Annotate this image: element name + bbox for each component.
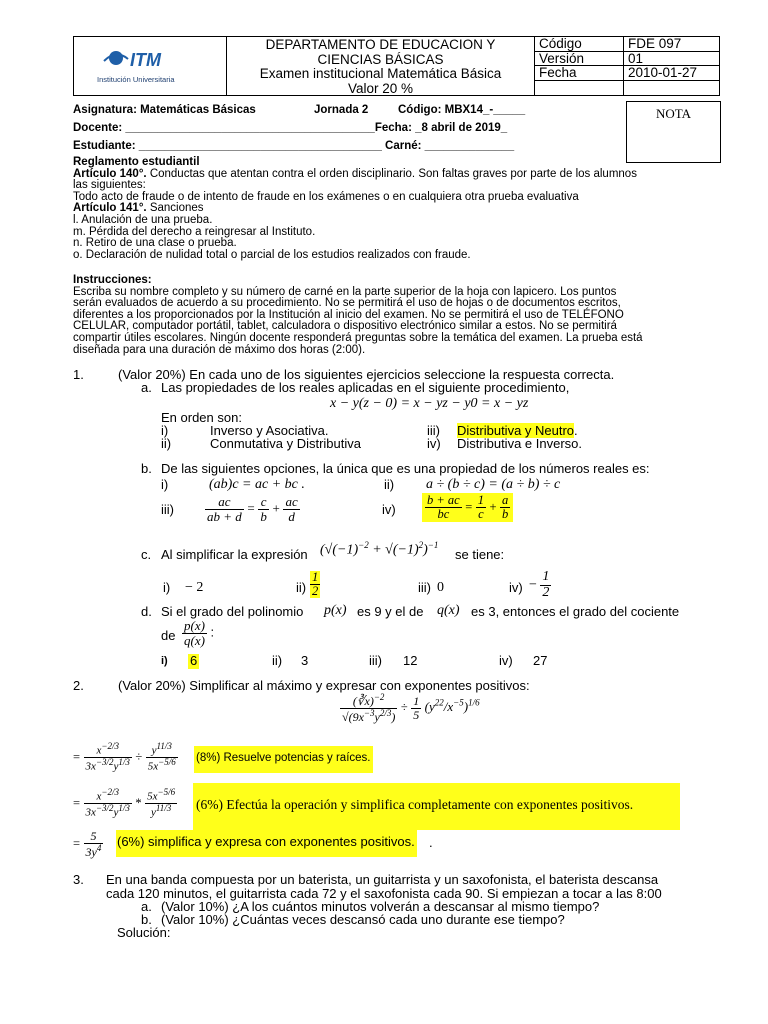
q1a-i: i)	[161, 423, 169, 438]
q1d-ii: ii)	[272, 653, 283, 668]
q1b-iv-expr-highlighted: $\frac{b + ac}{bc}$ = $\frac{1}{c}$ + $\frac{a}{b}$	[422, 493, 513, 522]
q3b-label: b.	[141, 912, 152, 927]
q1d-text3: es 3, entonces el grado del cociente	[471, 604, 680, 619]
logo-cell	[74, 37, 227, 95]
reglamento-line2: las siguientes:	[73, 179, 146, 192]
q1b-iv: iv)	[382, 502, 396, 517]
art140-text: Conductas que atentan contra el orden disciplinario. Son faltas graves por parte de los alumnos	[146, 167, 637, 180]
q1a-text: Las propiedades de los reales aplicadas en el siguiente procedimiento,	[161, 380, 570, 395]
q1d-iv-val: 27	[533, 653, 548, 668]
art141-label: Artículo 141°.	[73, 202, 147, 215]
reglamento-title: Reglamento estudiantil	[73, 156, 200, 168]
sancion-n: n. Retiro de una clase o prueba.	[73, 237, 237, 250]
q1c-expression: $(√(-1)^{-2} + √(-1)^2)^{-1}$	[320, 540, 439, 558]
nota-box: NOTA	[626, 101, 721, 163]
q1a-iii: iii)	[427, 423, 440, 438]
q1c-label: c.	[141, 547, 152, 562]
sancion-m: m. Pérdida del derecho a reingresar al Instituto.	[73, 225, 316, 238]
q1d-qx: q(x)	[437, 603, 460, 618]
q1c-text2: se tiene:	[455, 547, 505, 562]
fecha-label: Fecha	[535, 66, 623, 81]
instr-line: diferentes a los proporcionados por la Institución al inicio del examen. No se permitirá el uso de TELÉFONO	[73, 308, 624, 321]
version-label: Versión	[535, 52, 623, 67]
version-value: 01	[624, 52, 720, 67]
title-cell	[227, 37, 535, 95]
exam-title: Examen institucional Matemática Básica	[259, 66, 502, 81]
q1a-label: a.	[141, 380, 152, 395]
estudiante-field: Estudiante: ______________________________________ Carné: ______________	[73, 140, 515, 152]
asignatura: Asignatura: Matemáticas Básicas	[73, 104, 256, 116]
q1d-i: i)	[161, 655, 168, 667]
q1d-label: d.	[141, 604, 152, 619]
q1c-iii: iii)	[418, 580, 431, 595]
q1a-iv: iv)	[427, 436, 441, 451]
q2-expression: $\frac{(∛x)^{-2}}{√(9x^{-3}y^{2/3})}$ ÷ $\frac{1}{5}$ $(y^{22}/x^{-5})^{1/6}$	[342, 692, 480, 724]
q1c-ii-answer-highlighted: $\frac{1}{2}$	[312, 570, 319, 599]
q1b-iii-expr: $\frac{ac}{ab + d}$ = $\frac{c}{b}$ + $\frac{ac}{d}$	[207, 494, 298, 524]
q2-step3-period: .	[429, 835, 433, 850]
department-line1: DEPARTAMENTO DE EDUCACION Y	[265, 37, 496, 52]
instr-line: Escriba su nombre completo y su número de carné en la parte superior de la hoja con lapicero. Los puntos	[73, 285, 617, 298]
q1c-i-val: − 2	[185, 580, 204, 595]
itm-logo	[94, 45, 214, 87]
q1c-ii: ii)	[296, 580, 307, 595]
q3-number: 3.	[73, 872, 84, 887]
svg-text:ITM: ITM	[130, 50, 161, 70]
q1a-i-text: Inverso y Asociativa.	[210, 423, 329, 438]
q1d-quotient: $\frac{p(x)}{q(x)}$ :	[184, 618, 215, 648]
fecha-value: 2010-01-27	[624, 66, 720, 81]
q1a-order: En orden son:	[161, 410, 242, 425]
instr-line: diseñada para una duración de máximo dos horas (2:00).	[73, 343, 366, 356]
jornada: Jornada 2	[314, 104, 369, 116]
values-cell	[624, 37, 720, 95]
q1b-i-expr: (ab)c = ac + bc .	[209, 477, 305, 492]
q1a-iv-text: Distributiva e Inverso.	[457, 436, 582, 451]
highlighted-answer: Distributiva y Neutro	[457, 423, 575, 438]
q1d-de: de	[161, 628, 176, 643]
q2-text: (Valor 20%) Simplificar al máximo y expresar con exponentes positivos:	[118, 678, 530, 693]
reglamento	[73, 157, 733, 261]
q1b-ii-expr: a ÷ (b ÷ c) = (a ÷ b) ÷ c	[426, 477, 561, 492]
q1b-label: b.	[141, 461, 152, 476]
q1a-expression: x − y(z − 0) = x − yz − y0 = x − yz	[330, 396, 529, 411]
q2-step3-note-highlighted: (6%) simplifica y expresa con exponentes positivos.	[116, 830, 417, 857]
q1d-px: p(x)	[324, 603, 347, 618]
header-table	[73, 36, 720, 96]
art141-text: Sanciones	[146, 202, 204, 215]
art140-label: Artículo 140°.	[73, 167, 147, 180]
exam-value: Valor 20 %	[347, 80, 414, 96]
q1a-iii-answer: Distributiva y Neutro.	[457, 423, 578, 438]
q1d-text: Si el grado del polinomio	[161, 604, 304, 619]
q1-text: (Valor 20%) En cada uno de los siguientes ejercicios seleccione la respuesta correcta.	[118, 367, 615, 382]
svg-text:Institución Universitaria: Institución Universitaria	[97, 75, 175, 84]
q1a-ii: ii)	[161, 436, 172, 451]
sancion-l: l. Anulación de una prueba.	[73, 213, 213, 226]
labels-cell	[535, 37, 624, 95]
q2-step1-note-highlighted: (8%) Resuelve potencias y raíces.	[194, 746, 373, 773]
instr-line: serán evaluados de acuerdo a su procedimiento. No se permitirá el uso de hojas o de documentos escritos,	[73, 297, 621, 310]
department-line2: CIENCIAS BÁSICAS	[317, 51, 444, 67]
reglamento-line3: Todo acto de fraude o de intento de fraude en los exámenes o en cualquiera otra prueba evaluativa	[73, 190, 579, 203]
codigo-value: FDE 097	[624, 37, 720, 52]
q1c-iv-expr: − $\frac{1}{2}$	[529, 569, 550, 600]
q1a-ii-text: Conmutativa y Distributiva	[210, 436, 361, 451]
q3-line2: cada 120 minutos, el guitarrista cada 72 y el saxofonista cada 90. Si empiezan a tocar a las 8:00	[106, 886, 662, 901]
docente-field: Docente: _______________________________________Fecha: _8 abril de 2019_	[73, 122, 508, 134]
q1-number: 1.	[73, 367, 84, 382]
q3-line1: En una banda compuesta por un baterista, un guitarrista y un saxofonista, el baterista descansa	[106, 872, 659, 887]
q1c-iv: iv)	[509, 580, 523, 595]
q3-solucion: Solución:	[117, 925, 171, 940]
q1b-i: i)	[161, 477, 169, 492]
instrucciones-title: Instrucciones:	[73, 274, 152, 286]
instr-line: compartir útiles escolares. Ningún docente responderá preguntas sobre la temática del examen. La prueba está	[73, 331, 643, 344]
q2-step3-math: = $\frac{5}{3y^4}$	[73, 829, 102, 859]
q1d-iii-val: 12	[403, 653, 418, 668]
q1c-i: i)	[163, 580, 171, 595]
q1d-text2: es 9 y el de	[357, 604, 424, 619]
q1c-text: Al simplificar la expresión	[161, 547, 308, 562]
q1d-i-answer-highlighted: 6	[190, 653, 198, 668]
codigo-field: Código: MBX14_-_____	[398, 104, 526, 116]
q1d-iv: iv)	[499, 653, 513, 668]
q1b-text: De las siguientes opciones, la única que es una propiedad de los números reales es:	[161, 461, 650, 476]
codigo-label: Código	[535, 37, 623, 52]
q3a-text: (Valor 10%) ¿A los cuántos minutos volverán a descansar al mismo tiempo?	[161, 899, 600, 914]
q3b-text: (Valor 10%) ¿Cuántas veces descansó cada uno durante ese tiempo?	[161, 912, 565, 927]
q2-step2-note-highlighted: (6%) Efectúa la operación y simplifica completamente con exponentes positivos.	[193, 783, 680, 830]
q2-step1-math: = $\frac{x^{-2/3}}{3x^{-3/2}y^{1/3}}$ ÷ $\frac{y^{11/3}}{5x^{-5/6}}$	[73, 741, 176, 773]
q1c-iii-val: 0	[437, 580, 444, 595]
instrucciones	[73, 275, 723, 356]
q2-step2-math: = $\frac{x^{-2/3}}{3x^{-3/2}y^{1/3}}$ * $\frac{5x^{-5/6}}{y^{11/3}}$	[73, 787, 176, 819]
q1b-iii: iii)	[161, 502, 174, 517]
q1d-iii: iii)	[369, 653, 382, 668]
q3a-label: a.	[141, 899, 152, 914]
q1b-ii: ii)	[384, 477, 395, 492]
q1d-ii-val: 3	[301, 653, 309, 668]
sancion-o: o. Declaración de nulidad total o parcial de los estudios realizados con fraude.	[73, 248, 471, 261]
instr-line: CELULAR, computador portátil, tablet, calculadora o dispositivo electrónico similar a estos. No se permitirá	[73, 320, 617, 333]
q2-number: 2.	[73, 678, 84, 693]
